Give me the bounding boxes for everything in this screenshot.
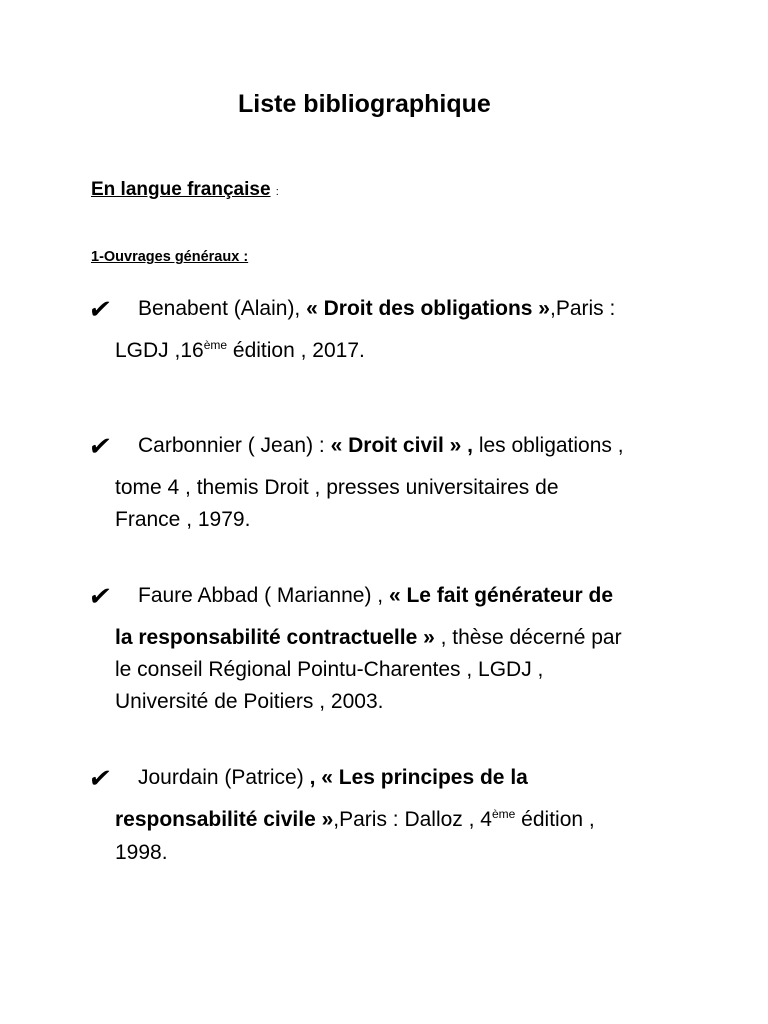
entry-line: 1998. (115, 841, 168, 864)
entry-author: Faure Abbad ( Marianne) , (138, 584, 389, 607)
page-title: Liste bibliographique (238, 90, 491, 118)
checkmark-icon: ✔ (86, 295, 114, 325)
entry-line (138, 296, 615, 321)
entry-author: Carbonnier ( Jean) : (138, 434, 331, 457)
entry-title: « Droit des obligations » (306, 297, 550, 320)
entry-line (138, 433, 624, 458)
section-heading-colon: : (275, 186, 279, 198)
entry-title: responsabilité civile » (115, 808, 334, 831)
checkmark-icon: ✔ (86, 432, 114, 462)
entry-superscript: ème (203, 338, 228, 352)
entry-author: Jourdain (Patrice) (138, 766, 310, 789)
entry-title: , « Les principes de la (309, 766, 528, 789)
entry-text: édition , (515, 808, 595, 831)
entry-text: ,Paris : (549, 297, 616, 320)
entry-text: ,Paris : Dalloz , 4 (333, 808, 492, 831)
entry-text: LGDJ ,16 (115, 339, 204, 362)
entry-line: France , 1979. (115, 508, 251, 531)
entry-line (138, 765, 528, 790)
entry-text: édition , 2017. (227, 339, 365, 362)
entry-title: « Le fait générateur de (388, 584, 614, 607)
section-heading-label: En langue française (91, 179, 271, 200)
entry-superscript: ème (492, 807, 516, 821)
entry-line (115, 338, 365, 363)
subsection-heading: 1-Ouvrages généraux : (91, 249, 249, 265)
entry-line (115, 625, 622, 650)
entry-line: tome 4 , themis Droit , presses universitaires de (115, 476, 559, 499)
checkmark-icon: ✔ (86, 764, 114, 794)
entry-title: « Droit civil » , (330, 434, 473, 457)
checkmark-icon: ✔ (86, 582, 114, 612)
entry-title: la responsabilité contractuelle » (115, 626, 435, 649)
entry-line: Université de Poitiers , 2003. (115, 690, 384, 713)
section-heading (91, 179, 279, 201)
entry-line (115, 807, 595, 832)
entry-author: Benabent (Alain), (138, 297, 307, 320)
entry-line (138, 583, 613, 608)
entry-line: le conseil Régional Pointu-Charentes , LGDJ , (115, 658, 544, 681)
entry-text: , thèse décerné par (434, 626, 622, 649)
entry-text: les obligations , (472, 434, 624, 457)
